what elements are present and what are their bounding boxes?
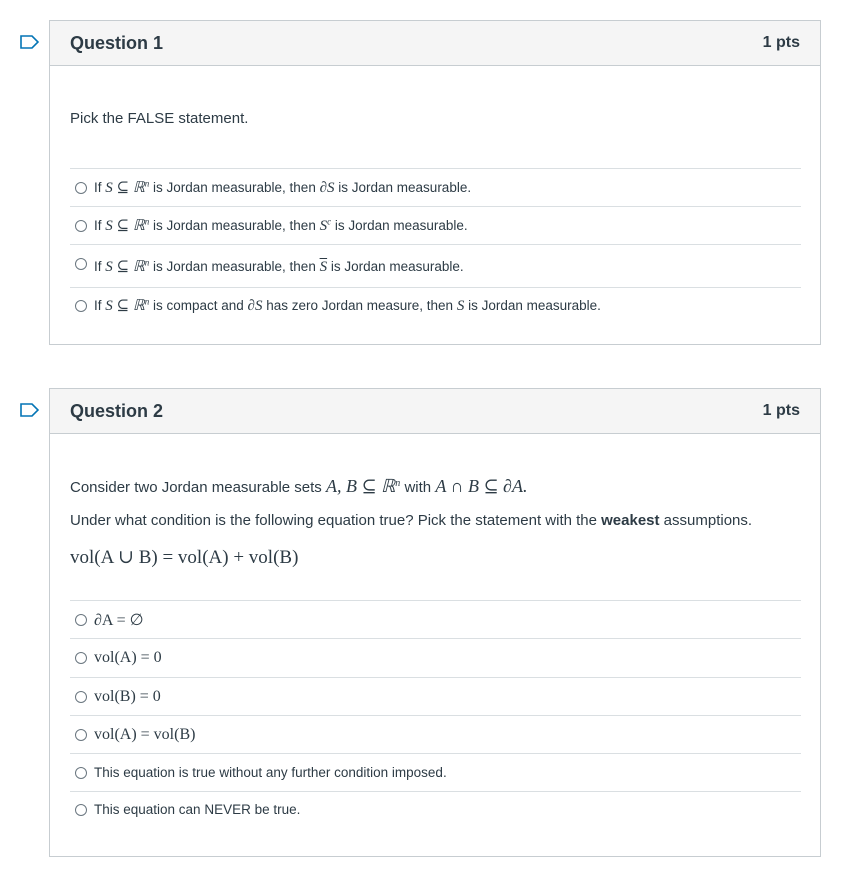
- answer-label: This equation is true without any further condition imposed.: [94, 765, 447, 780]
- question-header: [50, 21, 820, 66]
- radio-button[interactable]: [75, 182, 87, 194]
- answer-label: If S ⊆ ℝ$^n$ is compact and ∂S has zero Jordan measure, then S is Jordan measurable.: [94, 296, 601, 314]
- answer-label: vol(A) = 0: [94, 649, 162, 666]
- question-points: 1 pts: [762, 402, 800, 419]
- answer-list: [70, 600, 801, 827]
- question-title: Question 2: [70, 400, 164, 421]
- radio-button[interactable]: [75, 220, 87, 232]
- radio-button[interactable]: [75, 729, 87, 741]
- question-header: [50, 389, 820, 434]
- radio-button[interactable]: [75, 652, 87, 664]
- question-title: Question 1: [70, 32, 164, 53]
- question-instructions: Under what condition is the following equation true? Pick the statement with the weakest assumptions.: [70, 512, 753, 529]
- radio-button[interactable]: [75, 300, 87, 312]
- question-card: [49, 388, 821, 857]
- question-points: 1 pts: [762, 34, 800, 51]
- answer-label: This equation can NEVER be true.: [94, 802, 301, 817]
- answer-option[interactable]: [70, 206, 801, 244]
- answer-label: vol(A) = vol(B): [94, 725, 196, 743]
- answer-label: If S ⊆ ℝ$^n$ is Jordan measurable, then $S^c$ is Jordan measurable.: [94, 216, 468, 234]
- answer-option[interactable]: [70, 791, 801, 827]
- radio-button[interactable]: [75, 258, 87, 270]
- flag-question-icon[interactable]: [20, 35, 39, 49]
- answer-option[interactable]: [70, 638, 801, 677]
- question-equation: vol(A ∪ B) = vol(A) + vol(B): [70, 547, 299, 568]
- answer-option[interactable]: [70, 244, 801, 287]
- question-card: [49, 20, 821, 345]
- answer-option[interactable]: [70, 168, 801, 206]
- answer-list: [70, 168, 801, 323]
- answer-option[interactable]: [70, 600, 801, 638]
- answer-option[interactable]: [70, 753, 801, 791]
- answer-option[interactable]: [70, 715, 801, 753]
- radio-button[interactable]: [75, 691, 87, 703]
- answer-option[interactable]: [70, 287, 801, 323]
- answer-label: ∂A = ∅: [94, 611, 144, 629]
- question-prompt: Pick the FALSE statement.: [70, 110, 249, 127]
- answer-label: If S ⊆ ℝ$^n$ is Jordan measurable, then ∂S is Jordan measurable.: [94, 178, 472, 196]
- answer-label: vol(B) = 0: [94, 687, 161, 705]
- radio-button[interactable]: [75, 767, 87, 779]
- question-prompt: Consider two Jordan measurable sets A, B ⊆ ℝ$^n$ with A ∩ B ⊆ ∂A.: [70, 476, 528, 496]
- answer-label: If S ⊆ ℝ$^n$ is Jordan measurable, then $\overline{S}$ is Jordan measurable.: [94, 257, 464, 275]
- radio-button[interactable]: [75, 614, 87, 626]
- flag-question-icon[interactable]: [20, 403, 39, 417]
- radio-button[interactable]: [75, 804, 87, 816]
- answer-option[interactable]: [70, 677, 801, 715]
